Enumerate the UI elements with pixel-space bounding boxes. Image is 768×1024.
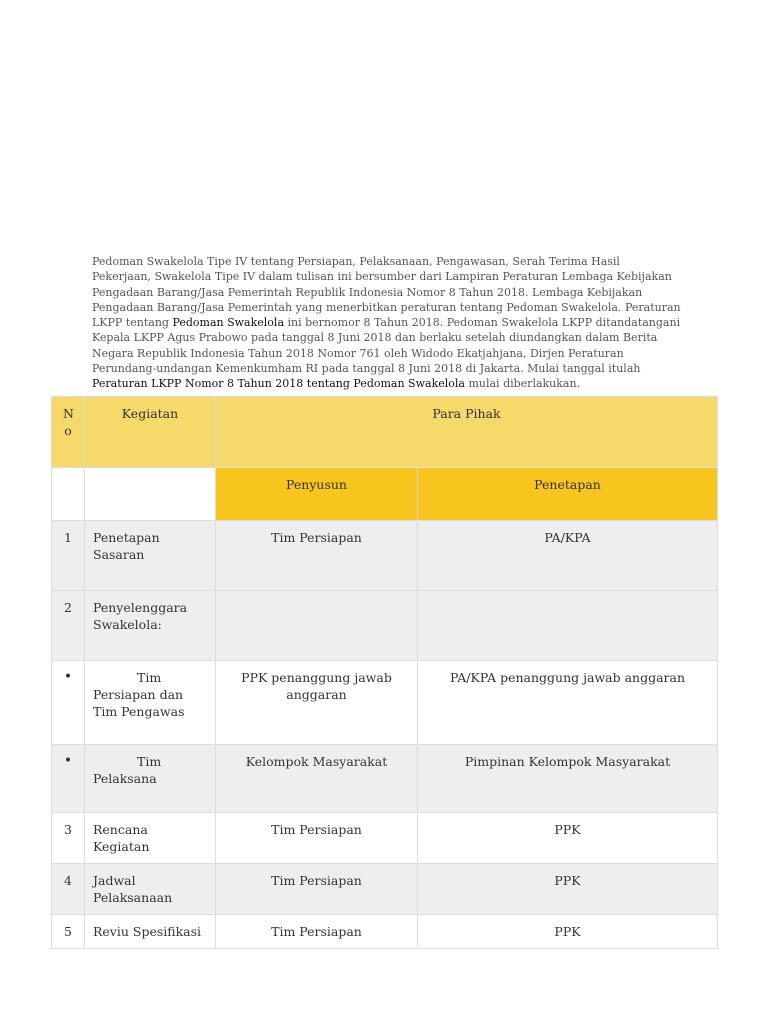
intro-link-pedoman[interactable]: Pedoman Swakelola [172,316,285,330]
row-penyusun: Tim Persiapan [216,813,418,864]
row-kegiatan-text: Tim Persiapan dan Tim Pengawas [93,670,185,719]
intro-text-3: mulai diberlakukan. [468,377,581,391]
row-penyusun [216,591,418,661]
row-bullet: • [52,661,85,745]
header-para-pihak-label: Para Pihak [432,406,501,421]
row-penetapan: PPK [418,813,718,864]
row-kegiatan: Penyelenggara Swakelola: [85,591,216,661]
row-no: 2 [52,591,85,661]
para-pihak-table [51,396,718,949]
header-kegiatan-label: Kegiatan [121,406,179,421]
row-kegiatan: Rencana Kegiatan [85,813,216,864]
row-kegiatan [85,661,216,745]
row-kegiatan: Jadwal Pelaksanaan [85,864,216,915]
row-penyusun: Tim Persiapan [216,864,418,915]
intro-text-2: ini bernomor 8 Tahun 2018. Pedoman Swakelola LKPP ditandatangani Kepala LKPP Agus Prabowo pada tanggal 8 Juni 2018 dan berlaku setelah diundangkan dalam Berita Negara Republik Indonesia Tahun 2018 Nomor 761 oleh Widodo Ekatjahjana, Dirjen Peraturan Perundang-undangan Kemenkumham RI pada tanggal 8 Juni 2018 di Jakarta. Mulai tanggal itulah [92,316,681,376]
table-header-row [52,397,718,468]
header-penyusun-label: Penyusun [286,477,347,492]
table-row [52,661,718,745]
row-penetapan: Pimpinan Kelompok Masyarakat [418,745,718,813]
header-para-pihak [216,397,718,468]
header-penetapan [418,468,718,521]
header-kegiatan [85,397,216,468]
row-kegiatan: Penetapan Sasaran [85,521,216,591]
row-kegiatan: Reviu Spesifikasi [85,915,216,949]
header-no [52,397,85,468]
row-no: 5 [52,915,85,949]
row-penyusun: Tim Persiapan [216,521,418,591]
row-kegiatan [85,745,216,813]
row-kegiatan-text: Tim Pelaksana [93,754,162,786]
row-bullet: • [52,745,85,813]
table-row [52,591,718,661]
intro-link-peraturan[interactable]: Peraturan LKPP Nomor 8 Tahun 2018 tentang Pedoman Swakelola [92,377,465,391]
header-no-label: No [63,406,74,438]
subheader-no-empty [52,468,85,521]
intro-paragraph [92,254,682,392]
row-penetapan: PA/KPA [418,521,718,591]
table-row [52,813,718,864]
row-penetapan: PPK [418,915,718,949]
row-penetapan [418,591,718,661]
table-subheader-row [52,468,718,521]
header-penyusun [216,468,418,521]
row-penetapan: PA/KPA penanggung jawab anggaran [418,661,718,745]
row-no: 3 [52,813,85,864]
row-penyusun: Kelompok Masyarakat [216,745,418,813]
header-penetapan-label: Penetapan [534,477,601,492]
subheader-kegiatan-empty [85,468,216,521]
row-penyusun: Tim Persiapan [216,915,418,949]
intro-text-1: Pedoman Swakelola Tipe IV tentang Persiapan, Pelaksanaan, Pengawasan, Serah Terima Hasil Pekerjaan, Swakelola Tipe IV dalam tulisan ini bersumber dari Lampiran Peraturan Lembaga Kebijakan Pengadaan Barang/Jasa Pemerintah Republik Indonesia Nomor 8 Tahun 2018. Lembaga Kebijakan Pengadaan Barang/Jasa Pemerintah yang menerbitkan peraturan tentang Pedoman Swakelola. Peraturan LKPP tentang [92,255,681,330]
table-row [52,864,718,915]
row-penyusun: PPK penanggung jawab anggaran [216,661,418,745]
row-penetapan: PPK [418,864,718,915]
table-row [52,521,718,591]
table-row [52,745,718,813]
row-no: 1 [52,521,85,591]
table-row [52,915,718,949]
row-no: 4 [52,864,85,915]
